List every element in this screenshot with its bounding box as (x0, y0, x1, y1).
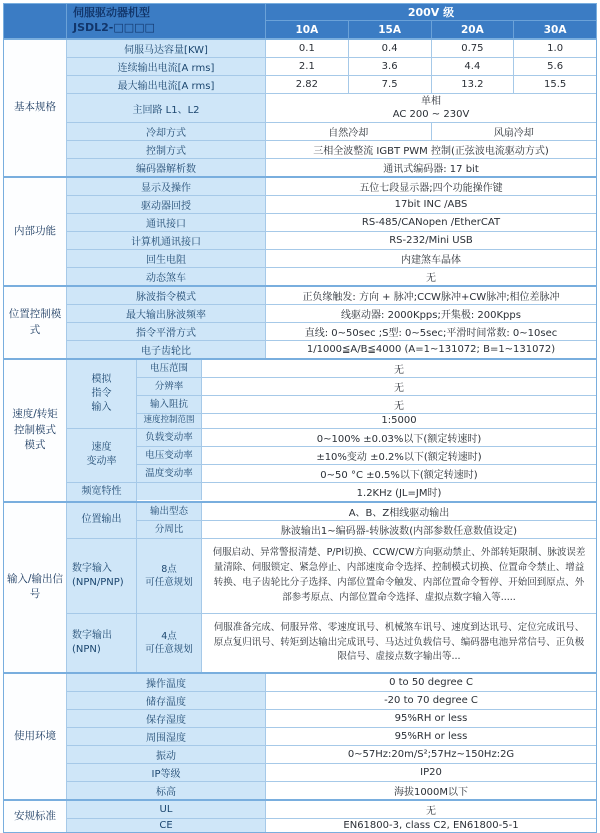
category-line: 控制模式 (14, 423, 56, 436)
value-cell: 五位七段显示器;四个功能操作键 (266, 178, 596, 195)
category-speed-torque (4, 360, 67, 501)
row-label: 最大输出脉波频率 (67, 305, 266, 322)
bandwidth-empty-cell (137, 483, 202, 500)
group-line: 输入 (91, 401, 112, 413)
model-column-30a: 30A (513, 21, 596, 38)
row-label: 速度控制范围 (137, 414, 202, 428)
row-label: 连续输出电流[A rms] (67, 58, 266, 75)
row-temperature-variation (137, 464, 596, 482)
digital-input-points (137, 539, 202, 613)
servo-spec-table (3, 3, 597, 833)
value-cell: IP20 (266, 764, 596, 781)
group-digital-output-body (137, 614, 596, 672)
value-cell: RS-485/CANopen /EtherCAT (266, 214, 596, 231)
value-cell: 内建煞车晶体 (266, 250, 596, 267)
group-analog-input (67, 360, 596, 428)
row-ip-rating (67, 763, 596, 781)
row-feedback (67, 195, 596, 213)
model-column-10a: 10A (295, 23, 319, 36)
value-cell: 直线: 0~50sec ;S型: 0~5sec;平滑时间常数: 0~10sec (266, 323, 596, 340)
row-digital-output (137, 614, 596, 672)
group-speed-variation (67, 428, 596, 482)
group-bandwidth-body (137, 483, 596, 501)
category-io-signals: 输入/输出信号 (4, 503, 67, 672)
value-cell: 1/1000≦A/B≦4000 (A=1~131072; B=1~131072) (266, 341, 596, 358)
group-bandwidth (67, 482, 596, 501)
group-digital-output (67, 613, 596, 672)
row-dynamic-brake (67, 267, 596, 285)
value-cell: 0~100% ±0.03%以下(额定转速时) (202, 429, 596, 446)
group-label-digital-input (67, 539, 137, 613)
section-internal-functions (4, 176, 596, 285)
row-pulse-mode (67, 287, 596, 304)
value-cell: 95%RH or less (266, 710, 596, 727)
row-label: 电压变动率 (137, 447, 202, 464)
section-safety-body (67, 801, 596, 832)
row-label: CE (67, 819, 266, 832)
section-environment (4, 672, 596, 799)
model-values (266, 76, 596, 93)
section-position-body (67, 287, 596, 358)
row-label: 保存湿度 (67, 710, 266, 727)
value-cell: 自然冷却 (266, 123, 431, 140)
row-label: 振动 (67, 746, 266, 763)
row-digital-input (137, 539, 596, 613)
table-header (4, 4, 596, 38)
row-label: 显示及操作 (67, 178, 266, 195)
value-cell: 0~50 °C ±0.5%以下(额定转速时) (202, 465, 596, 482)
row-label: 计算机通讯接口 (67, 232, 266, 249)
value-cell (266, 94, 596, 122)
row-label: 伺服马达容量[KW] (67, 40, 266, 57)
drive-model-number: JSDL2-□□□□ (73, 21, 155, 34)
group-label-position-output: 位置输出 (67, 503, 137, 538)
value-cell: 2.82 (266, 76, 348, 93)
row-gear-ratio (67, 340, 596, 358)
row-cooling (67, 122, 596, 140)
value-cell: 15.5 (513, 76, 596, 93)
value-cell: 1:5000 (202, 414, 596, 428)
group-label-analog-input (67, 360, 137, 428)
category-line: 速度/转矩 (12, 407, 58, 420)
section-position-control (4, 285, 596, 358)
value-cell: 无 (202, 396, 596, 413)
value-cell: 0.4 (348, 40, 431, 57)
value-cell: 无 (266, 268, 596, 285)
row-label: UL (67, 801, 266, 818)
value-cell: 1.2KHz (JL=JM时) (202, 483, 596, 500)
group-variation-body (137, 429, 596, 482)
group-line: (NPN) (72, 643, 101, 655)
row-label: 电压范围 (137, 360, 202, 377)
section-internal-body (67, 178, 596, 285)
category-safety-standards: 安规标准 (4, 801, 67, 832)
row-label: 主回路 L1、L2 (67, 94, 266, 122)
row-label: 通讯接口 (67, 214, 266, 231)
main-circuit-voltage: AC 200 ~ 230V (392, 109, 470, 120)
section-basic-specs (4, 38, 596, 176)
value-cell: 4.4 (431, 58, 514, 75)
main-circuit-phase: 单相 (421, 96, 441, 107)
row-label: 储存温度 (67, 692, 266, 709)
row-division-ratio (137, 520, 596, 538)
row-ce (67, 818, 596, 832)
value-cell: 正负缘触发: 方向 + 脉冲;CCW脉冲+CW脉冲;相位差脉冲 (266, 287, 596, 304)
section-speed-torque (4, 358, 596, 501)
row-voltage-range (137, 360, 596, 377)
value-cell: 伺服准备完成、伺服异常、零速度讯号、机械煞车讯号、速度到达讯号、定位完成讯号、原点复归讯号、转矩到达输出完成讯号、马达过负载信号、编码器电池异常信号、正负极限信号、虚接点数字输出等... (202, 614, 596, 672)
group-line: (NPN/PNP) (72, 576, 124, 588)
value-cell: 无 (266, 801, 596, 818)
row-motor-capacity (67, 40, 596, 57)
group-line: 模拟 (91, 373, 112, 385)
value-cell: 无 (202, 360, 596, 377)
value-cell: 3.6 (348, 58, 431, 75)
row-label: 温度变动率 (137, 465, 202, 482)
header-right (266, 4, 596, 38)
value-cell: 2.1 (266, 58, 348, 75)
row-encoder-resolution (67, 158, 596, 176)
points-line: 4点 (161, 630, 177, 642)
digital-output-points (137, 614, 202, 672)
row-storage-temp (67, 691, 596, 709)
row-label: 操作温度 (67, 674, 266, 691)
row-resolution (137, 377, 596, 395)
value-cell: 0~57Hz:20m/S²;57Hz~150Hz:2G (266, 746, 596, 763)
model-values (266, 40, 596, 57)
value-cell: 海拔1000M以下 (266, 782, 596, 799)
row-continuous-current (67, 57, 596, 75)
group-digital-input (67, 538, 596, 613)
value-cell: EN61800-3, class C2, EN61800-5-1 (266, 819, 596, 832)
row-load-variation (137, 429, 596, 446)
row-label: 控制方式 (67, 141, 266, 158)
points-line: 可任意规划 (145, 576, 193, 588)
row-max-current (67, 75, 596, 93)
row-label: 回生电阻 (67, 250, 266, 267)
row-bandwidth (137, 483, 596, 500)
category-internal-functions: 内部功能 (4, 178, 67, 285)
value-cell: RS-232/Mini USB (266, 232, 596, 249)
group-position-output-body (137, 503, 596, 538)
group-label-speed-variation (67, 429, 137, 482)
row-label: 脉波指令模式 (67, 287, 266, 304)
value-cell: 0 to 50 degree C (266, 674, 596, 691)
value-cell: 95%RH or less (266, 728, 596, 745)
value-cell: 0.1 (266, 40, 348, 57)
category-basic-specs: 基本规格 (4, 40, 67, 176)
row-display (67, 178, 596, 195)
value-cell: ±10%变动 ±0.2%以下(额定转速时) (202, 447, 596, 464)
value-cell: -20 to 70 degree C (266, 692, 596, 709)
row-label: 动态煞车 (67, 268, 266, 285)
group-line: 数字输出 (72, 629, 112, 641)
value-cell: 通讯式编码器: 17 bit (266, 159, 596, 176)
row-speed-control-range (137, 413, 596, 428)
row-voltage-variation (137, 446, 596, 464)
value-cell: 三相全波整流 IGBT PWM 控制(正弦波电流驱动方式) (266, 141, 596, 158)
row-input-impedance (137, 395, 596, 413)
value-cell: A、B、Z相线驱动输出 (202, 503, 596, 520)
drive-model-cell (67, 4, 266, 38)
row-label: 驱动器回授 (67, 196, 266, 213)
row-label: 标高 (67, 782, 266, 799)
value-cell: 5.6 (513, 58, 596, 75)
row-vibration (67, 745, 596, 763)
category-environment: 使用环境 (4, 674, 67, 799)
section-basic-body (67, 40, 596, 176)
drive-model-title: 伺服驱动器机型 (73, 6, 150, 20)
group-line: 指令 (91, 387, 112, 399)
row-label: IP等级 (67, 764, 266, 781)
row-label: 负载变动率 (137, 429, 202, 446)
row-label: 编码器解析数 (67, 159, 266, 176)
cooling-values (266, 123, 596, 140)
model-column-15a: 15A (348, 21, 431, 38)
row-label: 电子齿轮比 (67, 341, 266, 358)
row-smoothing (67, 322, 596, 340)
section-io-body (67, 503, 596, 672)
row-comm-port (67, 213, 596, 231)
row-label: 分辨率 (137, 378, 202, 395)
voltage-class-cell: 200V 级 (266, 4, 596, 21)
group-line: 速度 (91, 442, 112, 454)
section-environment-body (67, 674, 596, 799)
row-ul (67, 801, 596, 818)
group-line: 变动率 (86, 456, 117, 468)
row-label: 分周比 (137, 521, 202, 538)
row-label: 最大输出电流[A rms] (67, 76, 266, 93)
points-line: 8点 (161, 563, 177, 575)
row-regen-resistor (67, 249, 596, 267)
model-columns-row (266, 21, 596, 38)
row-altitude (67, 781, 596, 799)
row-pc-comm-port (67, 231, 596, 249)
group-label-bandwidth: 频宽特性 (67, 483, 137, 501)
row-ambient-humidity (67, 727, 596, 745)
section-speed-torque-body (67, 360, 596, 501)
model-column-20a: 20A (431, 21, 514, 38)
group-label-digital-output (67, 614, 137, 672)
row-label: 周围湿度 (67, 728, 266, 745)
group-digital-input-body (137, 539, 596, 613)
section-safety-standards (4, 799, 596, 832)
row-storage-humidity (67, 709, 596, 727)
model-values (266, 58, 596, 75)
value-cell: 1.0 (513, 40, 596, 57)
points-line: 可任意规划 (145, 643, 193, 655)
value-cell: 无 (202, 378, 596, 395)
category-position-control: 位置控制模式 (4, 287, 67, 358)
value-cell: 13.2 (431, 76, 514, 93)
row-max-pulse-freq (67, 304, 596, 322)
row-label: 冷却方式 (67, 123, 266, 140)
value-cell: 线驱动器: 2000Kpps;开集极: 200Kpps (266, 305, 596, 322)
group-analog-body (137, 360, 596, 428)
row-label: 指令平滑方式 (67, 323, 266, 340)
value-cell: 伺服启动、异常警报清楚、P/PI切换、CCW/CW方向驱动禁止、外部转矩限制、脉波误差量清除、伺服锁定、紧急停止、内部速度命令选择、控制模式切换、位置命令禁止、增益转换、电子齿轮比分子选择、内部位置命令触发、内部位置命令暂停、开始回到原点、外部参考原点、内部位置命令选择、虚拟点数字输入等..... (202, 539, 596, 613)
row-label: 输出型态 (137, 503, 202, 520)
header-corner-cell (4, 4, 67, 38)
group-position-output (67, 503, 596, 538)
value-cell: 17bit INC /ABS (266, 196, 596, 213)
group-line: 数字输入 (72, 562, 112, 574)
category-line: 模式 (24, 439, 46, 452)
row-output-type (137, 503, 596, 520)
value-cell: 0.75 (431, 40, 514, 57)
value-cell: 风扇冷却 (431, 123, 597, 140)
value-cell: 7.5 (348, 76, 431, 93)
row-label: 输入阻抗 (137, 396, 202, 413)
row-main-circuit (67, 93, 596, 122)
section-io-signals (4, 501, 596, 672)
value-cell: 脉波输出1~编码器-转脉波数(内部参数任意数值设定) (202, 521, 596, 538)
row-operating-temp (67, 674, 596, 691)
row-control-method (67, 140, 596, 158)
